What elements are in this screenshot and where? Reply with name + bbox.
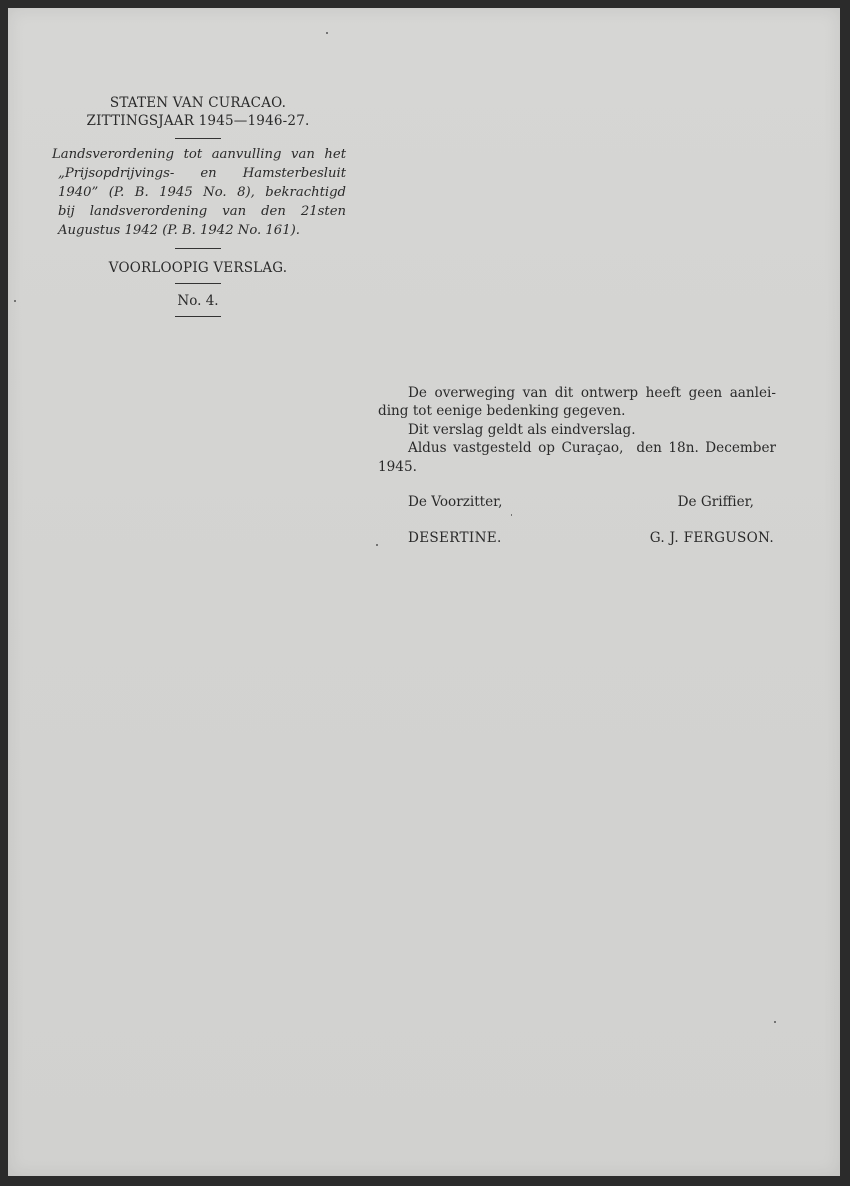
divider-rule bbox=[175, 283, 221, 284]
divider-rule bbox=[175, 138, 221, 139]
ordinance-title-line: 1940” (P. B. 1945 No. 8), bekrachtigd bbox=[58, 185, 346, 200]
ordinance-title-line: bij landsverordening van den 21sten bbox=[58, 204, 346, 219]
ordinance-title-line: „Prijsopdrijvings- en Hamsterbesluit bbox=[58, 166, 346, 181]
document-header bbox=[50, 94, 346, 317]
chair-title: De Voorzitter, bbox=[408, 494, 503, 510]
divider-rule bbox=[175, 316, 221, 317]
body-line: 1945. bbox=[378, 458, 417, 475]
body-line: Dit verslag geldt als eindverslag. bbox=[408, 421, 636, 438]
assembly-name: STATEN VAN CURACAO. bbox=[109, 95, 287, 111]
chair-name: DESERTINE. bbox=[408, 530, 502, 546]
body-line: De overweging van dit ontwerp heeft geen aanlei- bbox=[408, 385, 776, 401]
report-type: VOORLOOPIG VERSLAG. bbox=[108, 260, 288, 276]
document-page bbox=[8, 8, 840, 1176]
ordinance-title-line: Landsverordening tot aanvulling van het bbox=[52, 147, 346, 162]
report-number: No. 4. bbox=[177, 293, 219, 309]
paper-speck bbox=[376, 544, 378, 546]
clerk-title: De Griffier, bbox=[677, 494, 754, 510]
divider-rule bbox=[175, 248, 221, 249]
ordinance-title bbox=[50, 145, 346, 240]
body-line: Aldus vastgesteld op Curaçao, den 18n. December bbox=[408, 440, 776, 457]
clerk-name: G. J. FERGUSON. bbox=[649, 530, 774, 546]
paper-speck bbox=[774, 1021, 776, 1023]
report-body bbox=[378, 384, 776, 476]
paper-speck bbox=[14, 300, 16, 302]
body-line: ding tot eenige bedenking gegeven. bbox=[378, 403, 626, 420]
session-year: ZITTINGSJAAR 1945—1946-27. bbox=[86, 113, 310, 129]
paper-speck bbox=[511, 514, 512, 516]
ordinance-title-line: Augustus 1942 (P. B. 1942 No. 161). bbox=[58, 223, 300, 238]
paper-speck bbox=[326, 32, 328, 34]
